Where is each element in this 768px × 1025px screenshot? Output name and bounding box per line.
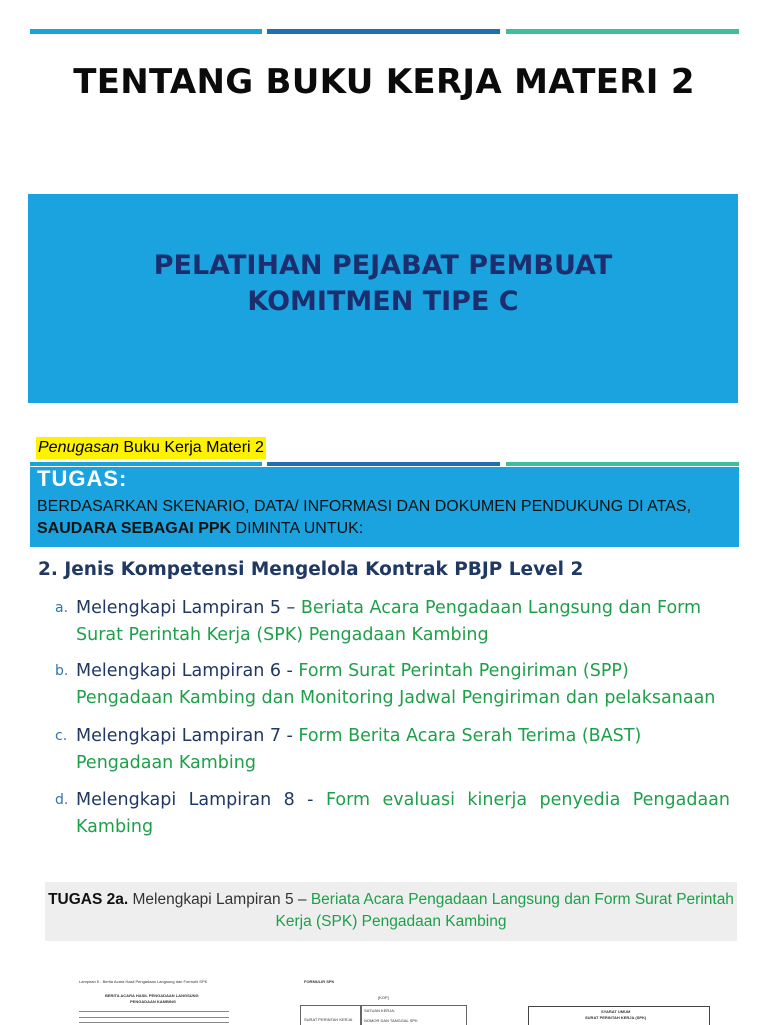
list-item-lead: Melengkapi Lampiran 8 - (76, 790, 326, 810)
doc2-left-text: SURAT PERINTAH KERJA (304, 1017, 353, 1022)
doc1-heading: Lampiran 5 - Berita Acara Hasil Pengadaan Langsung dan Formulir SPK (79, 979, 208, 984)
penugasan-italic: Penugasan (38, 439, 119, 456)
tugas-heading: TUGAS: (37, 466, 128, 491)
section-title: 2. Jenis Kompetensi Mengelola Kontrak PBJP Level 2 (38, 559, 584, 580)
list-item-letter: a. (55, 600, 69, 616)
doc1-text-line (79, 1011, 229, 1012)
mid-accent-bar-3 (506, 462, 739, 466)
list-item-letter: b. (55, 663, 69, 679)
doc3-title-2: SURAT PERINTAH KERJA (SPK) (585, 1015, 647, 1020)
tugas-body (37, 496, 737, 540)
banner-line-2: KOMITMEN TIPE C (247, 286, 519, 317)
list-item-letter: d. (55, 792, 69, 808)
list-item-lead: Melengkapi Lampiran 5 – (76, 598, 301, 618)
top-accent-bar-2 (267, 29, 500, 34)
list-item-detail: Beriata Acara Pengadaan Langsung dan Form Surat Perintah Kerja (SPK) Pengadaan Kambing (76, 598, 702, 645)
page-title: TENTANG BUKU KERJA MATERI 2 (73, 62, 695, 102)
list-item-lead: Melengkapi Lampiran 7 - (76, 726, 299, 746)
doc1-sub2: PENGADAAN KAMBING (130, 999, 176, 1004)
list-item-detail: Form Berita Acara Serah Terima (BAST) Pengadaan Kambing (76, 726, 642, 773)
doc2-left-cell (300, 1005, 362, 1025)
doc1-text-line (79, 1017, 229, 1018)
list-item-detail: Form Surat Perintah Pengiriman (SPP) Pengadaan Kambing dan Monitoring Jadwal Pengiriman dan pelaksanaan (76, 661, 716, 708)
doc2-heading: FORMULIR SPK (304, 979, 335, 984)
tugas-2a-lead: Melengkapi Lampiran 5 – (128, 891, 311, 908)
doc2-right-text-1: SATUAN KERJA: (364, 1008, 396, 1013)
lampiran-5-thumbnail[interactable] (75, 975, 245, 1024)
list-item (55, 595, 730, 649)
top-accent-bar-3 (506, 29, 739, 34)
mid-accent-bar-2 (267, 462, 500, 466)
doc3-title-1: SYARAT UMUM (601, 1009, 631, 1014)
doc2-kop: [KOP] (378, 995, 389, 1000)
banner-line-1: PELATIHAN PEJABAT PEMBUAT (153, 250, 613, 281)
penugasan-label (36, 437, 266, 459)
top-accent-bar-1 (30, 29, 262, 34)
tugas-body-bold: SAUDARA SEBAGAI PPK (37, 520, 232, 537)
tugas-body-start: BERDASARKAN SKENARIO, DATA/ INFORMASI DAN DOKUMEN PENDUKUNG DI ATAS, (37, 498, 692, 515)
doc1-sub: BERITA ACARA HASIL PENGADAAN LANGSUNG (105, 993, 199, 998)
course-banner-title (28, 248, 738, 320)
tugas-2a-text (45, 889, 737, 933)
penugasan-rest: Buku Kerja Materi 2 (118, 439, 264, 456)
syarat-umum-thumbnail[interactable] (528, 1006, 710, 1025)
list-item (55, 658, 730, 712)
formulir-spk-thumbnail[interactable] (300, 975, 470, 1024)
tugas-2a-detail: Beriata Acara Pengadaan Langsung dan Form Surat Perintah Kerja (SPK) Pengadaan Kambing (275, 891, 734, 930)
doc1-text-line (79, 1022, 229, 1023)
list-item-letter: c. (55, 728, 68, 744)
list-item-lead: Melengkapi Lampiran 6 - (76, 661, 299, 681)
list-item (55, 723, 730, 777)
tugas-body-end: DIMINTA UNTUK: (231, 520, 364, 537)
list-item-detail: Form evaluasi kinerja penyedia Pengadaan Kambing (76, 790, 730, 837)
doc2-right-text-2: NOMOR DAN TANGGAL SPK (364, 1018, 418, 1023)
tugas-2a-bold: TUGAS 2a. (48, 891, 129, 908)
list-item (55, 787, 730, 841)
